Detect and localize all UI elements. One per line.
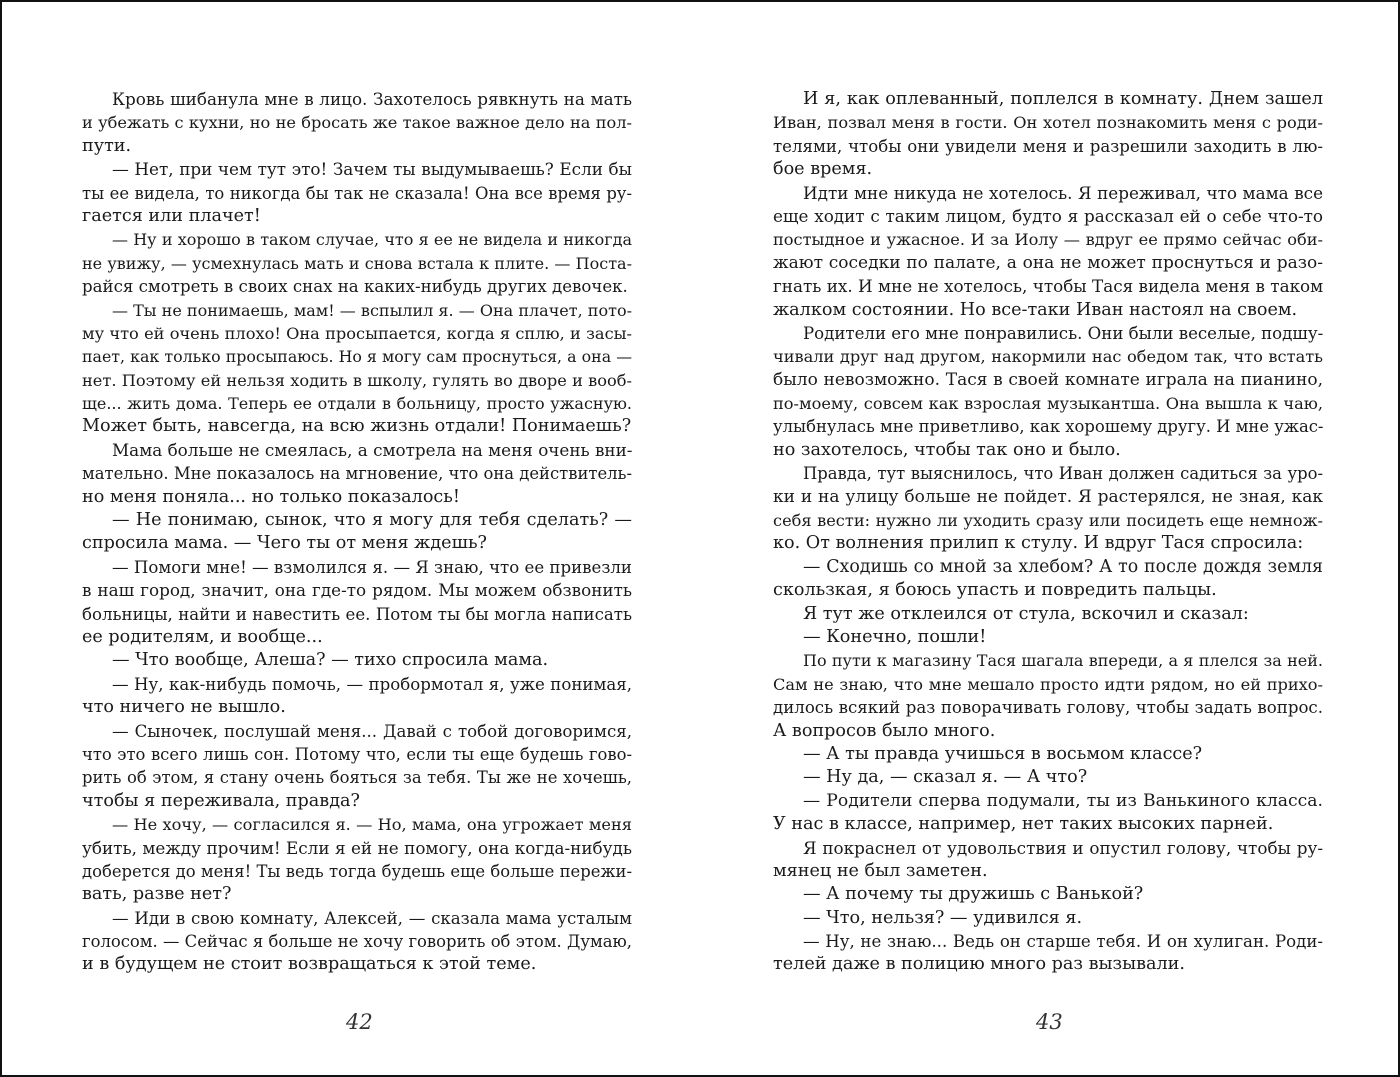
text-line: Кровь шибанула мне в лицо. Захотелось рявкнуть на мать [112, 89, 632, 109]
text-line: телями, чтобы они увидели меня и разрешили заходить в лю- [773, 136, 1323, 156]
text-line: Я покраснел от удовольствия и опустил голову, чтобы ру- [803, 837, 1323, 858]
text-line: скользкая, я боюсь упасть и повредить пальцы. [773, 580, 1217, 601]
text-line: Я тут же отклеился от стула, вскочил и сказал: [803, 603, 1249, 624]
text-line: — А ты правда учишься в восьмом классе? [803, 743, 1203, 764]
text-line: пает, как только просыпаюсь. Но я могу сам проснуться, а она — [82, 347, 632, 367]
text-line: доберется до меня! Ты ведь тогда будешь еще больше пережи- [82, 861, 632, 881]
text-line: жают соседки по палате, а она не может проснуться и разо- [773, 252, 1323, 273]
text-line: мянец не был заметен. [773, 860, 988, 881]
text-line: — Сходишь со мной за хлебом? А то после дождя земля [803, 556, 1323, 577]
text-line: ты ее видела, то никогда бы так не сказала! Она все время ру- [82, 183, 632, 203]
text-line: бое время. [773, 159, 873, 180]
text-line: Идти мне никуда не хотелось. Я переживал, что мама все [803, 182, 1323, 203]
text-line: не увижу, — усмехнулась мать и снова встала к плите. — Поста- [82, 253, 632, 273]
text-line: — А почему ты дружишь с Ванькой? [803, 884, 1144, 905]
page-number-right: 43 [1036, 1010, 1063, 1034]
text-line: Иван, позвал меня в гости. Он хотел познакомить меня с роди- [773, 113, 1323, 133]
text-line: — Конечно, пошли! [803, 626, 987, 647]
text-line: А вопросов было много. [773, 720, 996, 741]
text-line: ки и на улицу больше не пойдет. Я растерялся, не зная, как [773, 486, 1323, 507]
text-line: И я, как оплеванный, поплелся в комнату. Днем зашел [803, 89, 1323, 109]
text-line: — Нет, при чем тут это! Зачем ты выдумываешь? Если бы [112, 159, 632, 180]
text-line: голосом. — Сейчас я больше не хочу говорить об этом. Думаю, [82, 932, 632, 952]
text-line: ще... жить дома. Теперь ее отдали в больницу, просто ужасную. [82, 394, 632, 414]
text-line: вать, разве нет? [82, 884, 232, 905]
text-line: спросила мама. — Чего ты от меня ждешь? [82, 533, 487, 554]
text-line: — Что вообще, Алеша? — тихо спросила мама. [112, 650, 549, 671]
text-line: Правда, тут выяснилось, что Иван должен садиться за уро- [803, 464, 1323, 484]
text-line: У нас в классе, например, нет таких высоких парней. [773, 814, 1274, 835]
text-line: По пути к магазину Тася шагала впереди, а я плелся за ней. [803, 651, 1323, 671]
text-line: — Ну и хорошо в таком случае, что я ее не видела и никогда [112, 230, 632, 250]
text-line: — Родители сперва подумали, ты из Ванькиного класса. [803, 790, 1323, 811]
text-line: — Иди в свою комнату, Алексей, — сказала мама усталым [112, 908, 632, 928]
text-line: — Ну, не знаю... Ведь он старше тебя. И он хулиган. Роди- [803, 932, 1323, 952]
text-line: — Ну да, — сказал я. — А что? [803, 767, 1088, 788]
text-line: и в будущем не стоит возвращаться к этой теме. [82, 954, 537, 975]
text-line: пути. [82, 135, 132, 156]
text-line: в наш город, значит, она где-то рядом. Мы можем обзвонить [82, 580, 632, 601]
page-number-left: 42 [346, 1010, 373, 1034]
text-line: райся смотреть в своих снах на каких-нибудь других девочек. [82, 277, 628, 297]
text-line: — Ну, как-нибудь помочь, — пробормотал я, уже понимая, [112, 674, 632, 694]
text-line: му что ей очень плохо! Она просыпается, когда я сплю, и засы- [82, 323, 632, 343]
text-line: — Что, нельзя? — удивился я. [803, 907, 1083, 928]
text-line: постыдное и ужасное. И за Иолу — вдруг ее прямо сейчас оби- [773, 230, 1323, 250]
text-line: еще ходит с таким лицом, будто я рассказал ей о себе что-то [773, 205, 1323, 226]
left-page-text [82, 88, 632, 977]
text-line: больницы, найти и навестить ее. Потом ты бы могла написать [82, 604, 632, 624]
text-line: дилось всякий раз поворачивать голову, чтобы задать вопрос. [773, 698, 1323, 718]
text-line: — Ты не понимаешь, мам! — вспылил я. — Она плачет, пото- [112, 300, 632, 320]
text-line: по-моему, совсем как взрослая музыкантша. Она вышла к чаю, [773, 394, 1323, 414]
text-line: нет. Поэтому ей нельзя ходить в школу, гулять во дворе и вооб- [82, 370, 632, 390]
text-line: — Помоги мне! — взмолился я. — Я знаю, что ее привезли [112, 557, 632, 577]
text-line: Родители его мне понравились. Они были веселые, подшу- [803, 323, 1324, 343]
text-line: себя вести: нужно ли уходить сразу или посидеть еще немнож- [773, 511, 1323, 531]
text-line: но захотелось, чтобы так оно и было. [773, 439, 1121, 460]
text-line: убить, между прочим! Если я ей не помогу, она когда-нибудь [82, 837, 632, 858]
text-line: рить об этом, я стану очень бояться за тебя. Ты же не хочешь, [82, 768, 632, 788]
text-line: гнать их. И мне не хотелось, чтобы Тася видела меня в таком [773, 276, 1324, 297]
text-line: мательно. Мне показалось на мгновение, что она действитель- [82, 464, 633, 484]
text-line: и убежать с кухни, но не бросать же такое важное дело на пол- [82, 113, 632, 133]
text-line: телей даже в полицию много раз вызывали. [773, 954, 1185, 975]
text-line: чивали друг над другом, накормили нас обедом так, что встать [773, 347, 1323, 367]
text-line: что это всего лишь сон. Потому что, если ты еще будешь гово- [82, 744, 632, 764]
text-line: — Не понимаю, сынок, что я могу для тебя сделать? — [112, 510, 632, 531]
text-line: улыбнулась мне приветливо, как хорошему другу. И мне ужас- [773, 417, 1324, 437]
text-line: что ничего не вышло. [82, 697, 286, 718]
text-line: было невозможно. Тася в своей комнате играла на пианино, [773, 369, 1323, 390]
text-line: гается или плачет! [82, 205, 261, 226]
text-line: — Сыночек, послушай меня... Давай с тобой договоримся, [112, 721, 632, 741]
text-line: ко. От волнения прилип к стулу. И вдруг Тася спросила: [773, 533, 1304, 554]
text-line: чтобы я переживала, правда? [82, 790, 360, 811]
text-line: Мама больше не смеялась, а смотрела на меня очень вни- [112, 439, 633, 460]
text-line: — Не хочу, — согласился я. — Но, мама, она угрожает меня [112, 815, 632, 835]
text-line: Может быть, навсегда, на всю жизнь отдали! Понимаешь? [82, 416, 632, 437]
right-page-text [773, 88, 1323, 977]
text-line: жалком состоянии. Но все-таки Иван настоял на своем. [773, 299, 1298, 320]
text-line: Сам не знаю, что мне мешало просто идти рядом, но ей прихо- [773, 674, 1323, 694]
text-line: но меня поняла... но только показалось! [82, 486, 460, 507]
text-line: ее родителям, и вообще... [82, 626, 323, 647]
